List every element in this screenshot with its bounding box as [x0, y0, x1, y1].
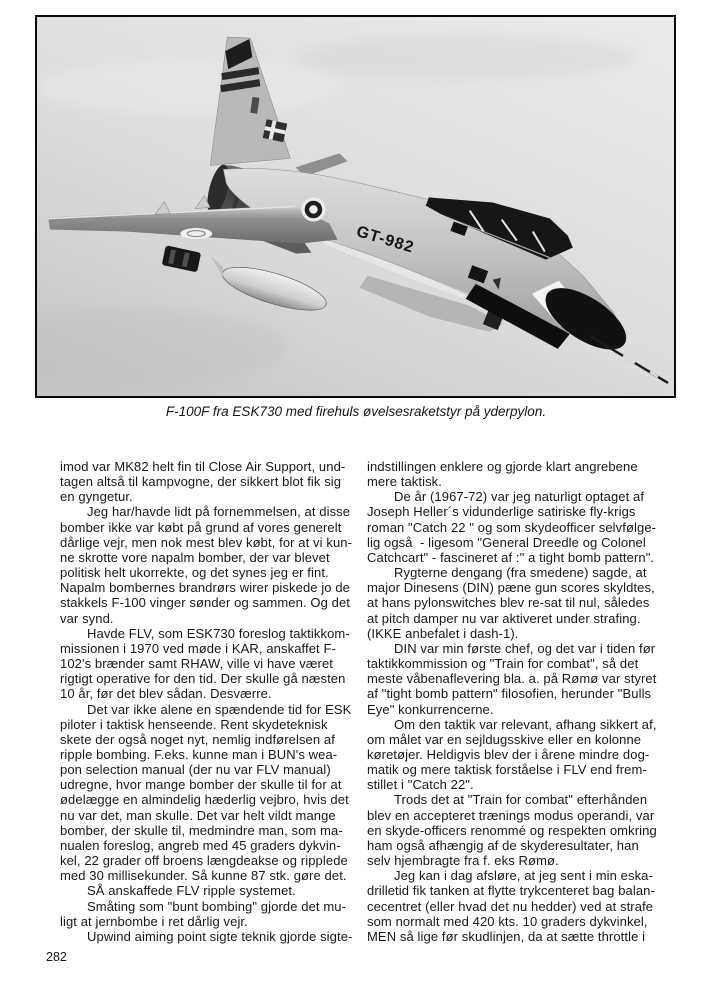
text-line: at pitch damper nu var aktiveret under strafing.: [367, 610, 641, 626]
body-text: [60, 459, 670, 944]
text-line: DIN var min første chef, og det var i tiden før: [394, 640, 656, 656]
text-line: roman "Catch 22 " og som skydeofficer selvfølge-: [367, 519, 657, 535]
text-line: ødelægge en almindelig hæderlig vejbro, hvis det: [60, 792, 349, 808]
text-line: nu var det, man skulle. Det var helt vildt mange: [60, 807, 336, 823]
text-line: 102's brænder samt RHAW, ville vi have været: [60, 656, 333, 672]
text-line: Trods det at "Train for combat" efterhånden: [394, 792, 648, 808]
text-line: en gyngetur.: [60, 489, 133, 505]
text-line: kel, 22 grader off broens længdeakse og ripplede: [60, 853, 348, 869]
text-line: mere taktisk.: [367, 474, 442, 490]
text-line: om målet var en sejldugsskive eller en kolonne: [367, 731, 642, 747]
film-grain: [37, 17, 674, 396]
text-line: MEN så lige før skudlinjen, da at sætte throttle i: [367, 928, 646, 944]
text-line: ripple bombing. F.eks. kunne man i BUN's wea-: [60, 746, 338, 762]
text-line: SÅ anskaffede FLV ripple systemet.: [87, 883, 296, 899]
text-line: køretøjer. Heldigvis blev der i årene mindre dog-: [367, 746, 650, 762]
text-line: matik og mere taktisk forståelse i FLV end frem-: [367, 762, 647, 778]
text-line: cecentret (eller hvad det nu hedder) ved at strafe: [367, 898, 654, 914]
text-line: en skyde-officers renommé og respekten omkring: [367, 822, 657, 838]
text-line: Jeg har/havde lidt på fornemmelsen, at disse: [87, 504, 351, 520]
text-line: dårlige vejr, men nok mest blev købt, for at vi kun-: [60, 534, 353, 550]
text-line: stakkels F-100 vinger sønder og sammen. Og det: [60, 595, 351, 611]
text-line: missionen i 1970 ved møde i KAR, anskaffet F-: [60, 640, 336, 656]
text-line: bomber, der skulle til, medmindre man, som ma-: [60, 822, 343, 838]
photo-scene: [37, 17, 674, 396]
text-column-right: [367, 459, 665, 944]
text-line: taktikkommission og "Train for combat", så det: [367, 656, 639, 672]
text-line: major Dinesens (DIN) pæne gun scores skyldtes,: [367, 580, 655, 596]
page-number: 282: [46, 950, 67, 964]
text-column-left: [60, 459, 358, 944]
text-line: blev en accepteret trænings modus operandi, var: [367, 807, 655, 823]
text-line: (IKKE anbefalet i dash-1).: [367, 625, 519, 641]
text-line: meste våbenaflevering bla. a. på Rømø var styret: [367, 671, 657, 687]
text-line: med 30 millisekunder. Så kunne 87 stk. gøre det.: [60, 868, 347, 884]
text-line: rigtigt operative for den tid. Der skulle gå næsten: [60, 671, 346, 687]
text-line: stillet i "Catch 22".: [367, 777, 474, 793]
text-line: drilletid fik tanken at flytte trykcenteret bag balan-: [367, 883, 655, 899]
text-line: Småting som "bunt bombing" gjorde det mu-: [87, 898, 347, 914]
text-line: skete der også noget nyt, nemlig indførelsen af: [60, 731, 335, 747]
text-line: tagen altså til kampvogne, der sikkert blot fik sig: [60, 474, 342, 490]
text-line: Joseph Heller´s vidunderlige satiriske fly-krigs: [367, 504, 636, 520]
text-line: ham også afhængig af de skyderesultater, han: [367, 837, 639, 853]
text-line: at hans pylonswitches blev re-sat til nul, således: [367, 595, 650, 611]
text-line: selv hjembragte fra f. eks Rømø.: [367, 853, 559, 869]
text-line: lig også - ligesom "General Dreedle og Colonel: [367, 534, 646, 550]
text-line: Napalm bombernes brandrørs wirer piskede jo de: [60, 580, 351, 596]
text-line: piloter i taktisk henseende. Rent skydeteknisk: [60, 716, 328, 732]
text-line: Catchcart" - fascineret af :" a tight bomb pattern".: [367, 549, 655, 565]
aircraft-marking-text: GT-982: [354, 222, 417, 257]
text-line: imod var MK82 helt fin til Close Air Support, und-: [60, 459, 346, 474]
text-line: Havde FLV, som ESK730 foreslog taktikkom-: [87, 625, 350, 641]
text-line: Jeg kan i dag afsløre, at jeg sent i min eska-: [394, 868, 653, 884]
text-line: politisk helt ukorrekte, og det synes jeg er fint.: [60, 565, 329, 581]
text-line: De år (1967-72) var jeg naturligt optaget af: [394, 489, 645, 505]
text-line: 10 år, før det blev sådan. Desværre.: [60, 686, 272, 702]
text-line: udregne, hvor mange bomber der skulle til for at: [60, 777, 342, 793]
text-line: af "tight bomb pattern" filosofien, herunder "Bulls: [367, 686, 652, 702]
text-line: pon selection manual (der nu var FLV manual): [60, 762, 331, 778]
text-line: ligt at jernbombe i ret dårlig vejr.: [60, 913, 248, 929]
aircraft-photo-svg: [37, 17, 674, 396]
text-line: Rygterne dengang (fra smedene) sagde, at: [394, 565, 647, 581]
text-line: som normalt med 420 kts. 10 graders dykvinkel,: [367, 913, 648, 929]
text-line: indstillingen enklere og gjorde klart angrebene: [367, 459, 638, 474]
text-line: ne skrotte vore napalm bomber, der var blevet: [60, 549, 330, 565]
text-line: Om den taktik var relevant, afhang sikkert af,: [394, 716, 657, 732]
text-line: bomber ikke var købt på grund af vores generelt: [60, 519, 342, 535]
photo-caption: F-100F fra ESK730 med firehuls øvelsesraketstyr på yderpylon.: [165, 404, 547, 419]
text-line: nualen foreslog, angreb med 45 graders dykvin-: [60, 837, 341, 853]
text-line: Upwind aiming point sigte teknik gjorde sigte-: [87, 928, 353, 944]
text-line: var synd.: [60, 610, 114, 626]
text-line: Eye" konkurrencerne.: [367, 701, 494, 717]
aircraft-photo: [35, 15, 676, 398]
text-line: Det var ikke alene en spændende tid for ESK: [87, 701, 352, 717]
